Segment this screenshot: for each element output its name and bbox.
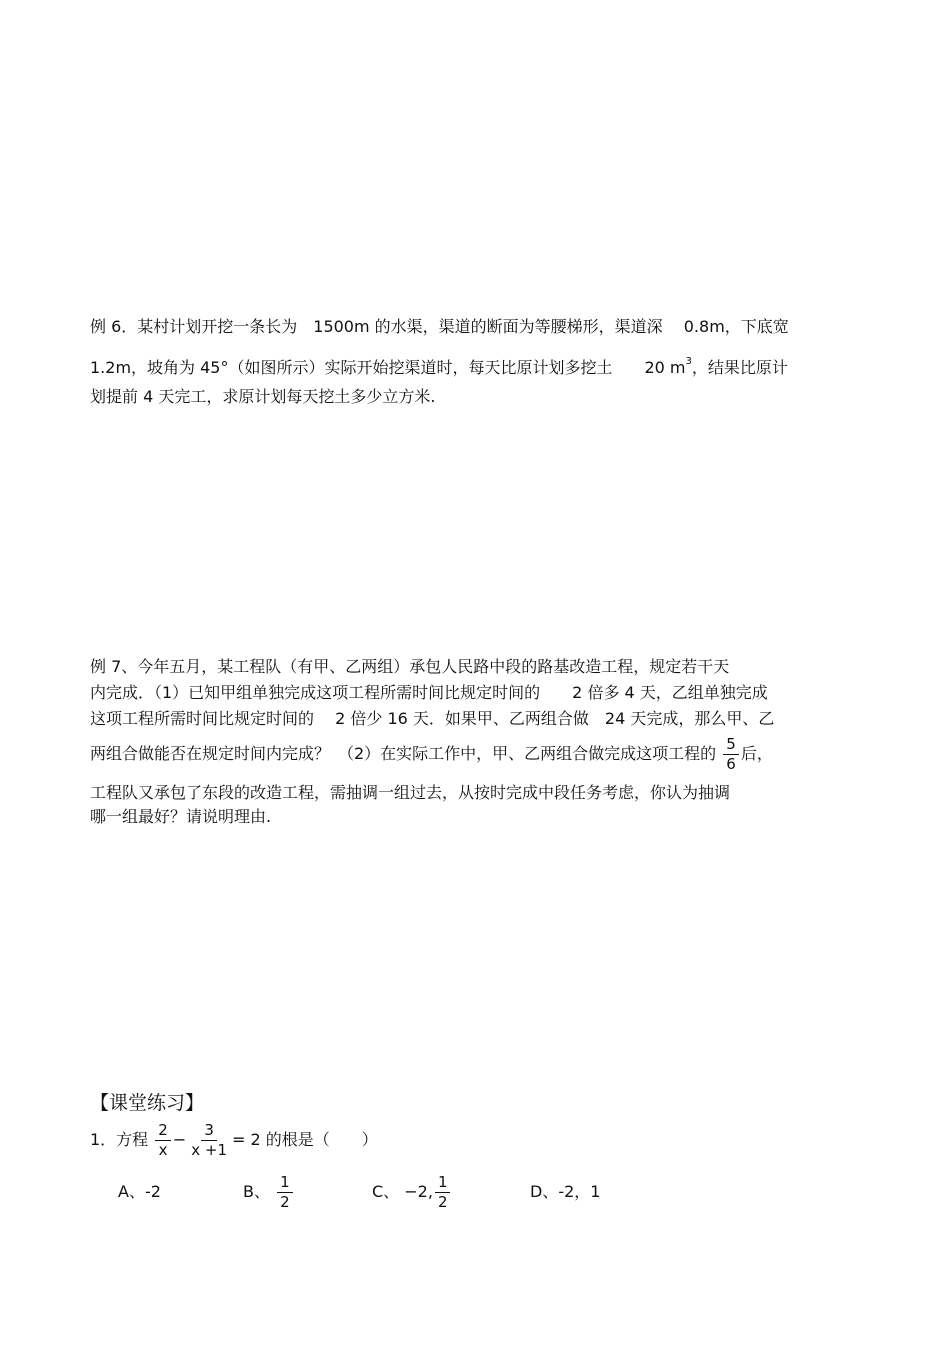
minus-sign: − — [172, 1130, 187, 1149]
example6-line1: 例 6．某村计划开挖一条长为 1500m 的水渠，渠道的断面为等腰梯形，渠道深 0.8m，下底宽 — [90, 317, 789, 336]
option-b — [243, 1172, 295, 1212]
example7-line5: 工程队又承包了东段的改造工程，需抽调一组过去，从按时完成中段任务考虑，你认为抽调 — [90, 783, 731, 802]
fraction-denominator: x — [158, 1141, 168, 1159]
fraction-denominator: 6 — [726, 755, 736, 773]
example7-line4-text: 两组合做能否在规定时间内完成？ （2）在实际工作中，甲、乙两组合做完成这项工程的 — [90, 744, 717, 763]
example6-line2-text: 1.2m，坡角为 45°（如图所示）实际开始挖渠道时，每天比原计划多挖土 20 m — [90, 358, 686, 377]
fraction-3-over-x-plus-1 — [188, 1122, 230, 1159]
option-c — [372, 1172, 452, 1212]
fraction-denominator: 2 — [437, 1193, 448, 1211]
example6-line2-tail: ，结果比原计 — [691, 358, 788, 377]
question-1-prefix: 1．方程 — [90, 1130, 149, 1149]
fraction-2-over-x — [155, 1122, 171, 1159]
fraction-denominator: x +1 — [191, 1141, 227, 1159]
example6-exponent: 3 — [685, 356, 692, 367]
example7-line2: 内完成．（1）已知甲组单独完成这项工程所需时间比规定时间的 2 倍多 4 天，乙组单独完成 — [90, 683, 768, 702]
option-c-label: C、 −2, — [372, 1182, 433, 1201]
example7-line4 — [90, 735, 773, 773]
section-heading-practice: 【课堂练习】 — [90, 1092, 205, 1114]
fraction-numerator: 3 — [201, 1122, 217, 1141]
fraction-numerator: 1 — [435, 1174, 451, 1193]
question-1 — [90, 1120, 378, 1160]
example6-line2 — [90, 352, 788, 378]
example7-line1: 例 7、今年五月，某工程队（有甲、乙两组）承包人民路中段的路基改造工程，规定若干天 — [90, 657, 730, 676]
option-d: D、-2，1 — [530, 1182, 601, 1201]
example7-line3: 这项工程所需时间比规定时间的 2 倍少 16 天．如果甲、乙两组合做 24 天完成，那么甲、乙 — [90, 709, 775, 728]
example7-line4-tail: 后， — [740, 744, 773, 763]
fraction-denominator: 2 — [280, 1193, 290, 1211]
fraction-one-half — [277, 1174, 293, 1211]
fraction-numerator: 2 — [155, 1122, 171, 1141]
equation-rhs: = 2 的根是（ ） — [232, 1130, 378, 1149]
option-a: A、-2 — [118, 1182, 161, 1201]
fraction-numerator: 1 — [277, 1174, 293, 1193]
option-b-label: B、 — [243, 1182, 270, 1201]
fraction-one-half — [435, 1174, 451, 1211]
example6-line3: 划提前 4 天完工，求原计划每天挖土多少立方米. — [90, 387, 436, 406]
fraction-numerator: 5 — [723, 736, 739, 755]
example7-line6: 哪一组最好？请说明理由. — [90, 807, 272, 826]
fraction-five-sixths — [723, 736, 739, 773]
